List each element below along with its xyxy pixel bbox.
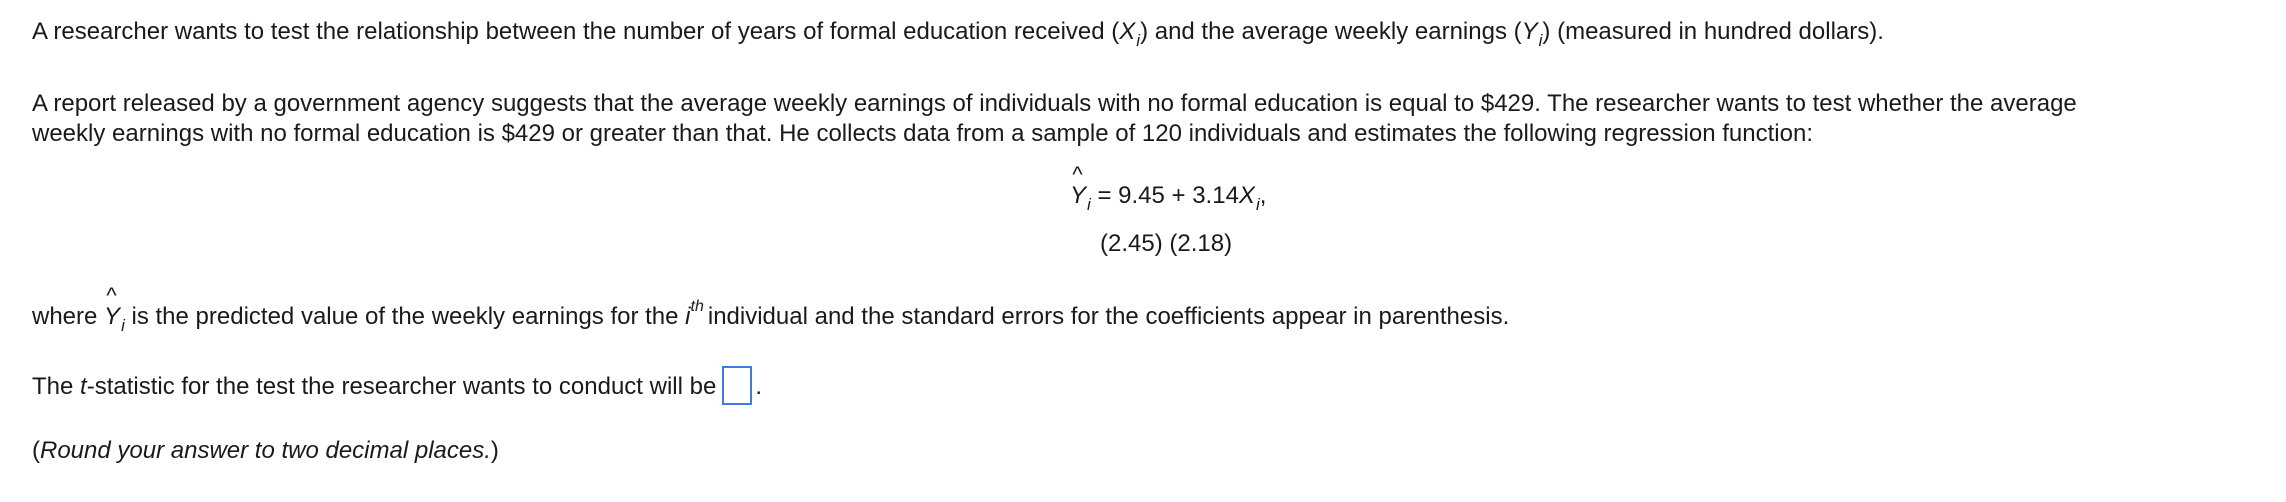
th-superscript: th bbox=[690, 298, 704, 315]
answer-input[interactable] bbox=[722, 366, 752, 405]
standard-errors: (2.45) (2.18) bbox=[1100, 230, 1233, 257]
t-symbol: t bbox=[80, 372, 87, 400]
x-subscript: i bbox=[1136, 31, 1141, 50]
question-sentence bbox=[32, 370, 762, 405]
equation-x-subscript: i bbox=[1255, 195, 1260, 214]
where-text-1: where bbox=[32, 303, 105, 330]
report-line-2: weekly earnings with no formal education is $429 or greater than that. He collects data from a sample of 120 individuals and estimates the following regression function: bbox=[32, 120, 1813, 147]
where-sentence bbox=[32, 296, 1509, 334]
question-text-1: The bbox=[32, 372, 81, 400]
y-hat-subscript: i bbox=[1087, 195, 1091, 214]
intro-text-3: ) (measured in hundred dollars). bbox=[1542, 18, 1884, 45]
intro-sentence bbox=[32, 17, 1884, 49]
y-hat-symbol: ^ Y bbox=[1070, 181, 1086, 211]
question-period: . bbox=[755, 372, 762, 400]
intro-text-1: A researcher wants to test the relationship between the number of years of formal education received ( bbox=[32, 18, 1120, 45]
where-text-3: individual and the standard errors for the coefficients appear in parenthesis. bbox=[707, 303, 1510, 330]
where-y-hat-subscript: i bbox=[121, 316, 125, 335]
x-variable: X bbox=[1119, 18, 1136, 45]
rounding-text: Round your answer to two decimal places. bbox=[40, 437, 491, 464]
rounding-open-paren: ( bbox=[32, 437, 40, 464]
intro-text-2: ) and the average weekly earnings ( bbox=[1140, 18, 1522, 45]
regression-equation bbox=[1070, 181, 1266, 213]
report-line-1: A report released by a government agency suggests that the average weekly earnings of individuals with no formal education is equal to $429. The researcher wants to test whether the average bbox=[32, 90, 2077, 117]
where-text-2: is the predicted value of the weekly earnings for the bbox=[124, 303, 686, 330]
where-y-hat-symbol: ^ Y bbox=[104, 302, 120, 332]
i-symbol: i bbox=[685, 303, 691, 330]
question-text-2: -statistic for the test the researcher wants to conduct will be bbox=[86, 372, 717, 400]
equation-comma: , bbox=[1259, 182, 1267, 209]
y-subscript: i bbox=[1538, 31, 1543, 50]
rounding-instruction bbox=[32, 436, 499, 466]
equation-rhs: = 9.45 + 3.14 bbox=[1090, 182, 1239, 209]
y-variable: Y bbox=[1521, 18, 1538, 45]
equation-x-variable: X bbox=[1238, 182, 1255, 209]
rounding-close-paren: ) bbox=[490, 437, 499, 464]
